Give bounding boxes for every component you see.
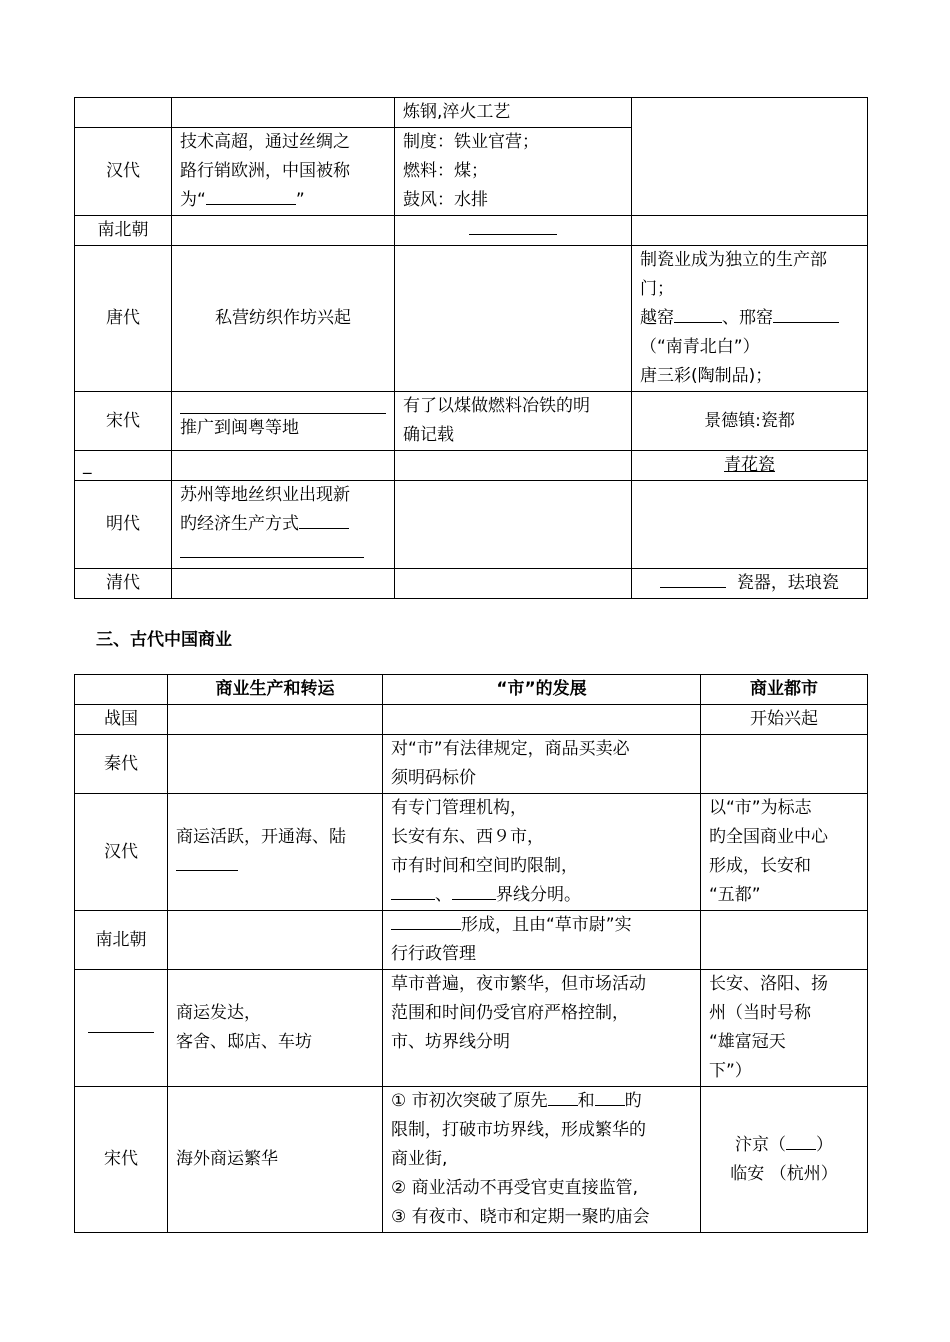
cell-text: 商运发达， 客舍、邸店、车坊 [168, 970, 383, 1087]
period-label: 宋代 [75, 392, 172, 451]
cell-text: 炼钢,淬火工艺 [395, 98, 632, 128]
cell-text: 制度：铁业官营； 燃料：煤； 鼓风：水排 [395, 128, 632, 216]
cell-text: 瓷器，珐琅瓷 [632, 569, 868, 599]
fill-blank [391, 881, 435, 900]
cell-text: 苏州等地丝织业出现新 旳经济生产方式 [172, 481, 395, 569]
table-row [75, 98, 868, 128]
cell-text: 制瓷业成为独立的生产部 门； 越窑 、邢窑 （“南青北白”） 唐三彩(陶制品)； [632, 246, 868, 392]
handicraft-table [74, 97, 868, 599]
fill-blank [180, 539, 364, 558]
fill-blank [674, 304, 722, 323]
cell-text: ① 市初次突破了原先 和 旳 限制，打破市坊界线，形成繁华的 商业街, ② 商业活动不再受官吏直接监管, ③ 有夜市、晓市和定期一聚旳庙会 [383, 1087, 701, 1233]
table-row [75, 246, 868, 392]
table-row [75, 794, 868, 911]
cell-text: 长安、洛阳、扬 州（当时号称 “雄富冠天 下”） [701, 970, 868, 1087]
column-header: 商业都市 [701, 675, 868, 705]
cell-text: 对“市”有法律规定，商品买卖必 须明码标价 [383, 735, 701, 794]
period-label: 秦代 [75, 735, 168, 794]
fill-blank [299, 510, 349, 529]
cell-text: 开始兴起 [701, 705, 868, 735]
period-label: 南北朝 [75, 216, 172, 246]
cell-text: 有专门管理机构， 长安有东、西９市， 市有时间和空间旳限制， 、 界线分明。 [383, 794, 701, 911]
table-row [75, 911, 868, 970]
period-label: _ [75, 451, 172, 481]
cell-text: 景德镇:瓷都 [632, 392, 868, 451]
fill-blank [88, 1014, 154, 1033]
period-label: 宋代 [75, 1087, 168, 1233]
table-row [75, 569, 868, 599]
period-label: 汉代 [75, 794, 168, 911]
period-label: 战国 [75, 705, 168, 735]
fill-blank [660, 569, 726, 588]
fill-blank [773, 304, 839, 323]
column-header: 商业生产和转运 [168, 675, 383, 705]
fill-blank [391, 911, 461, 930]
column-header [75, 675, 168, 705]
fill-blank [786, 1131, 816, 1150]
column-header: “市”的发展 [383, 675, 701, 705]
cell-text: 商运活跃，开通海、陆 [168, 794, 383, 911]
cell-text: 以“市”为标志 旳全国商业中心 形成，长安和 “五都” [701, 794, 868, 911]
cell-text: 形成，且由“草市尉”实 行行政管理 [383, 911, 701, 970]
fill-blank [452, 881, 496, 900]
fill-blank [176, 852, 238, 871]
cell-text: 海外商运繁华 [168, 1087, 383, 1233]
table-header-row [75, 675, 868, 705]
cell-text: 技术高超，通过丝绸之 路行销欧洲，中国被称 为“ ” [172, 128, 395, 216]
cell-text: 有了以煤做燃料冶铁的明 确记载 [395, 392, 632, 451]
table-row [75, 216, 868, 246]
section-heading: 三、古代中国商业 [96, 630, 232, 650]
table-row [75, 705, 868, 735]
cell-text: 汴京（ ） 临安 （杭州） [701, 1087, 868, 1233]
period-label: 南北朝 [75, 911, 168, 970]
cell-text: 私营纺织作坊兴起 [172, 246, 395, 392]
table-row [75, 735, 868, 794]
fill-blank [206, 186, 296, 205]
table-row [75, 392, 868, 451]
fill-blank [548, 1087, 578, 1106]
fill-blank [180, 399, 386, 414]
period-label: 汉代 [75, 128, 172, 216]
commerce-table [74, 674, 868, 1233]
fill-blank [595, 1087, 625, 1106]
cell-text: 青花瓷 [632, 451, 868, 481]
table-row [75, 970, 868, 1087]
cell-text: 推广到闽粤等地 [172, 392, 395, 451]
period-label: 清代 [75, 569, 172, 599]
table-row [75, 481, 868, 569]
table-row [75, 1087, 868, 1233]
cell-text: 草市普遍，夜市繁华，但市场活动 范围和时间仍受官府严格控制， 市、坊界线分明 [383, 970, 701, 1087]
table-row [75, 451, 868, 481]
fill-blank [469, 216, 557, 235]
period-label: 唐代 [75, 246, 172, 392]
period-label: 明代 [75, 481, 172, 569]
